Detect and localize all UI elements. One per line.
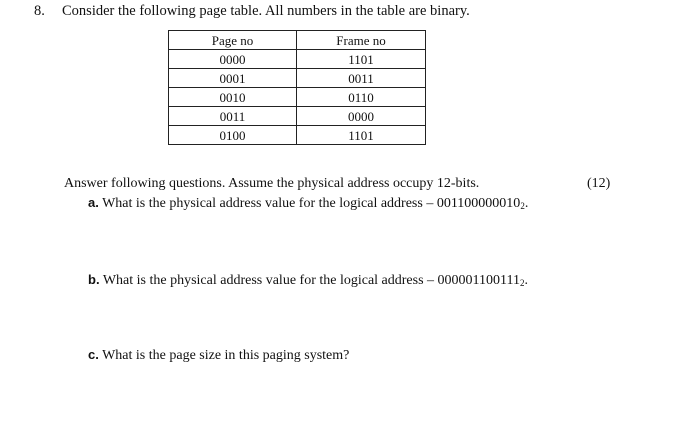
page-no-cell: 0010 [169, 88, 297, 107]
part-a-text: What is the physical address value for the logical address – 001100000010 [102, 196, 521, 211]
part-a-label: a. [88, 195, 99, 210]
question-title: Consider the following page table. All numbers in the table are binary. [62, 3, 470, 19]
part-a-suffix: . [524, 196, 529, 211]
page-no-cell: 0011 [169, 107, 297, 126]
part-a [88, 195, 528, 212]
instructions: Answer following questions. Assume the physical address occupy 12-bits. [64, 176, 480, 191]
table-row [169, 126, 426, 145]
question-number: 8. [34, 3, 45, 19]
table-row [169, 107, 426, 126]
frame-no-cell: 1101 [297, 126, 426, 145]
part-b-suffix: . [524, 273, 528, 288]
frame-no-cell: 0011 [297, 69, 426, 88]
part-c-text: What is the page size in this paging system? [102, 348, 350, 363]
frame-no-cell: 0000 [297, 107, 426, 126]
part-b-base: 2 [519, 278, 525, 288]
page-no-cell: 0001 [169, 69, 297, 88]
part-a-base: 2 [520, 201, 525, 211]
frame-no-cell: 0110 [297, 88, 426, 107]
frame-no-cell: 1101 [297, 50, 426, 69]
page-no-cell: 0100 [169, 126, 297, 145]
table-row [169, 88, 426, 107]
column-header-frame-no: Frame no [297, 31, 426, 50]
column-header-page-no: Page no [169, 31, 297, 50]
page-no-cell: 0000 [169, 50, 297, 69]
table-header-row [169, 31, 426, 50]
part-b [88, 272, 528, 289]
marks: (12) [587, 176, 611, 191]
table-row [169, 69, 426, 88]
page-table [168, 30, 426, 145]
table-row [169, 50, 426, 69]
part-b-text: What is the physical address value for the logical address – 000001100111 [102, 273, 520, 288]
part-b-label: b. [88, 272, 100, 287]
part-c [88, 347, 349, 364]
part-c-label: c. [88, 347, 99, 362]
